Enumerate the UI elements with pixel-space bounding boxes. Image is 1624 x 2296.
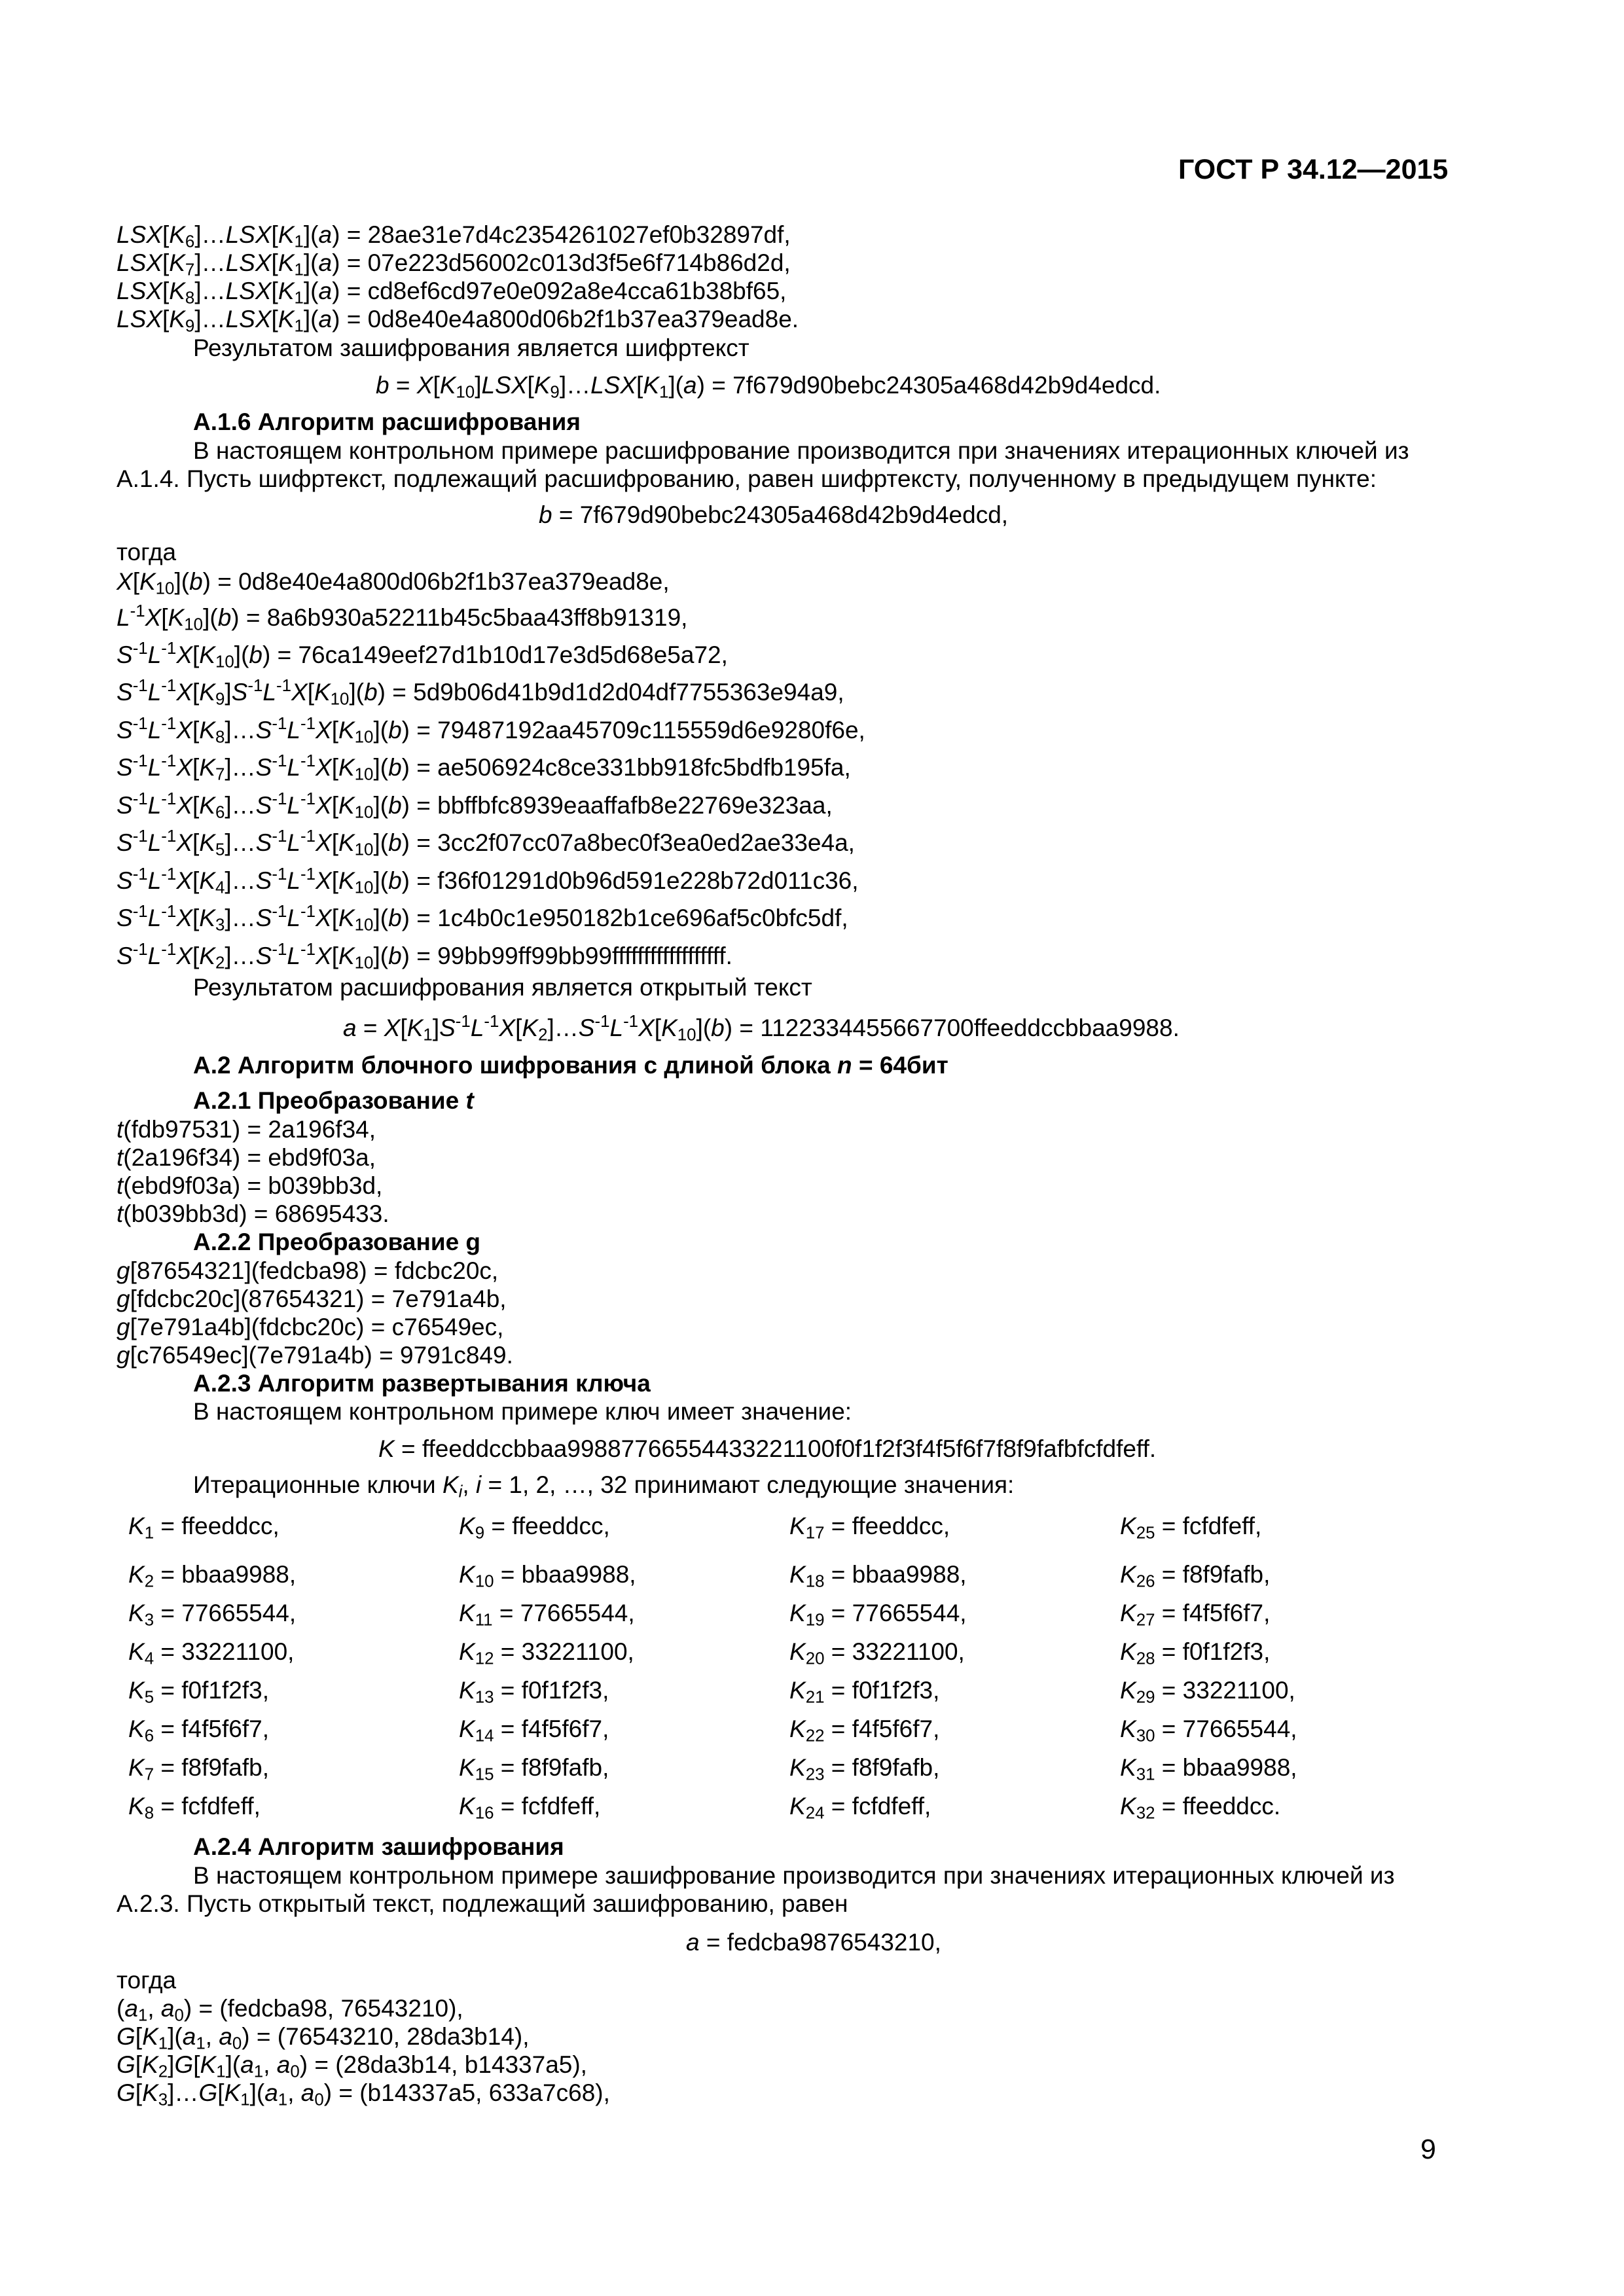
t-line-1: t(2a196f34) = ebd9f03a, xyxy=(117,1144,376,1171)
iteration-key: $K_{22} = f4f5f6f7$, xyxy=(789,1715,940,1746)
section-a21-heading: А.2.1 Преобразование t xyxy=(193,1087,474,1114)
enc64-line-1: $G[K_1](a_1$, $a_0) = (76543210$, 28da3b14), xyxy=(117,2023,530,2053)
iteration-key: $K_4 = 33221100$, xyxy=(128,1638,295,1668)
dec-line-0: $X[K_{10}](b) = 0d8e40e4a800d06b2f1b37ea379ead8e$, xyxy=(117,568,670,598)
iteration-key: $K_{16}$ = fcfdfeff, xyxy=(459,1793,601,1823)
section-a23-heading: А.2.3 Алгоритм развертывания ключа xyxy=(193,1370,651,1397)
iteration-key: $K_{13} = f0f1f2f3$, xyxy=(459,1677,609,1707)
dec-line-3: $S^{-1}L^{-1}X[K_9]S^{-1}L^{-1}X[K_{10}](b) = 5d9b06d41b9d1d2d04df7755363e94a9$, xyxy=(117,676,844,709)
iteration-key: $K_9$ = ffeeddcc, xyxy=(459,1513,610,1543)
dec-line-7: $S^{-1}L^{-1}X[K_5]\dots S^{-1}L^{-1}X[K_{10}](b) = 3cc2f07cc07a8bec0f3ea0ed2ae33e4a$, xyxy=(117,827,855,859)
t-line-3: t(b039bb3d) = 68695433. xyxy=(117,1200,389,1227)
enc64-line-3: $G[K_3]\dots G[K_1](a_1$, $a_0) = (b14337a5$, 633a7c68), xyxy=(117,2079,610,2109)
iteration-key: $K_{28} = f0f1f2f3$, xyxy=(1120,1638,1271,1668)
t-line-0: t(fdb97531) = 2a196f34, xyxy=(117,1116,376,1143)
a16-para1: В настоящем контрольном примере расшифрование производится при значениях итерационных ключей из xyxy=(193,437,1409,464)
iteration-key: $K_{10}$ = bbaa9988, xyxy=(459,1561,636,1591)
dec-line-1: $L^{-1}X[K_{10}](b) = 8a6b930a52211b45c5baa43ff8b91319$, xyxy=(117,601,688,634)
enc-result-formula: $b = X[K_{10}]LSX[K_9]\dots LSX[K_1](a)$ = 7f679d90bebc24305a468d42b9d4edcd. xyxy=(376,372,1161,402)
iteration-key: $K_{14} = f4f5f6f7$, xyxy=(459,1715,609,1746)
enc-line-9: $LSX[K_9]\dots LSX[K_1](a) = 0d8e40e4a800d06b2f1b37ea379ead8e$. xyxy=(117,306,799,336)
dec-line-8: $S^{-1}L^{-1}X[K_4]\dots S^{-1}L^{-1}X[K_{10}](b) = f36f01291d0b96d591e228b72d011c36$, xyxy=(117,865,859,897)
document-header: ГОСТ Р 34.12—2015 xyxy=(1178,154,1449,185)
enc64-then: тогда xyxy=(117,1967,177,1994)
iteration-key: $K_8$ = fcfdfeff, xyxy=(128,1793,261,1823)
iteration-key: $K_{11} = 77665544$, xyxy=(459,1600,635,1630)
section-a22-heading: А.2.2 Преобразование g xyxy=(193,1229,481,1255)
dec-line-2: $S^{-1}L^{-1}X[K_{10}](b) = 76ca149eef27d1b10d17e3d5d68e5a72$, xyxy=(117,639,728,672)
dec-result-formula: $a = X[K_1]S^{-1}L^{-1}X[K_2]\dots S^{-1}L^{-1}X[K_{10}](b)$ = 1122334455667700ffeeddccbbaa9988. xyxy=(343,1012,1180,1045)
enc64-para2: А.2.3. Пусть открытый текст, подлежащий зашифрованию, равен xyxy=(117,1890,848,1917)
g-line-3: g[c76549ec](7e791a4b) = 9791c849. xyxy=(117,1342,513,1369)
key-para: В настоящем контрольном примере ключ имеет значение: xyxy=(193,1398,852,1425)
iteration-key: $K_{26}$ = f8f9fafb, xyxy=(1120,1561,1271,1591)
section-a2-heading: А.2 Алгоритм блочного шифрования с длиной блока n = 64бит xyxy=(193,1052,948,1079)
iteration-key: $K_{17}$ = ffeeddcc, xyxy=(789,1513,950,1543)
dec-line-6: $S^{-1}L^{-1}X[K_6]\dots S^{-1}L^{-1}X[K_{10}](b)$ = bbffbfc8939eaaffafb8e22769e323aa, xyxy=(117,789,833,822)
iter-keys-intro: Итерационные ключи $K_i$, i = 1, 2, …, 32 принимают следующие значения: xyxy=(193,1471,1015,1501)
iteration-key: $K_{27} = f4f5f6f7$, xyxy=(1120,1600,1271,1630)
iteration-key: $K_{20} = 33221100$, xyxy=(789,1638,965,1668)
enc-line-8: $LSX[K_8]\dots LSX[K_1](a) = cd8ef6cd97e0e092a8e4cca61b38bf65$, xyxy=(117,278,787,308)
iteration-key: $K_{29} = 33221100$, xyxy=(1120,1677,1295,1707)
iteration-key: $K_{15}$ = f8f9fafb, xyxy=(459,1754,609,1784)
dec-result-text: Результатом расшифрования является открытый текст xyxy=(193,974,812,1001)
a16-b-formula: b = 7f679d90bebc24305a468d42b9d4edcd, xyxy=(539,501,1009,528)
iteration-key: $K_{21} = f0f1f2f3$, xyxy=(789,1677,940,1707)
iteration-key: $K_{24}$ = fcfdfeff, xyxy=(789,1793,931,1823)
iteration-key: $K_2$ = bbaa9988, xyxy=(128,1561,297,1591)
a16-para2: А.1.4. Пусть шифртекст, подлежащий расшифрованию, равен шифртексту, полученному в предыдущем пункте: xyxy=(117,465,1377,492)
enc-line-7: $LSX[K_7]\dots LSX[K_1](a) = 07e223d56002c013d3f5e6f714b86d2d$, xyxy=(117,249,791,279)
iteration-key: $K_3 = 77665544$, xyxy=(128,1600,297,1630)
dec-line-10: $S^{-1}L^{-1}X[K_2]\dots S^{-1}L^{-1}X[K_{10}](b)$ = 99bb99ff99bb99ffffffffffffffffff. xyxy=(117,940,732,973)
enc64-a-formula: a = fedcba9876543210, xyxy=(686,1929,941,1956)
iteration-key: $K_{25}$ = fcfdfeff, xyxy=(1120,1513,1262,1543)
page-number: 9 xyxy=(1420,2134,1436,2165)
dec-line-5: $S^{-1}L^{-1}X[K_7]\dots S^{-1}L^{-1}X[K_{10}](b)$ = ae506924c8ce331bb918fc5bdfb195fa, xyxy=(117,751,851,784)
key-formula: K = ffeeddccbbaa99887766554433221100f0f1f2f3f4f5f6f7f8f9fafbfcfdfeff. xyxy=(378,1435,1157,1462)
iteration-key: $K_7$ = f8f9fafb, xyxy=(128,1754,269,1784)
dec-line-4: $S^{-1}L^{-1}X[K_8]\dots S^{-1}L^{-1}X[K_{10}](b) = 79487192aa45709c115559d6e9280f6e$, xyxy=(117,714,865,747)
iteration-key: $K_{31}$ = bbaa9988, xyxy=(1120,1754,1297,1784)
dec-line-9: $S^{-1}L^{-1}X[K_3]\dots S^{-1}L^{-1}X[K_{10}](b) = 1c4b0c1e950182b1ce696af5c0bfc5df$, xyxy=(117,902,848,935)
iteration-key: $K_1$ = ffeeddcc, xyxy=(128,1513,280,1543)
iteration-key: $K_6 = f4f5f6f7$, xyxy=(128,1715,269,1746)
enc-line-6: $LSX[K_6]\dots LSX[K_1](a) = 28ae31e7d4c2354261027ef0b32897df$, xyxy=(117,221,791,251)
iteration-key: $K_{18}$ = bbaa9988, xyxy=(789,1561,967,1591)
section-a16-heading: A.1.6 Алгоритм расшифрования xyxy=(193,408,581,435)
section-a24-heading: А.2.4 Алгоритм зашифрования xyxy=(193,1833,564,1860)
enc64-para1: В настоящем контрольном примере зашифрование производится при значениях итерационных ключей из xyxy=(193,1862,1395,1889)
enc64-line-2: $G[K_2]G[K_1](a_1$, $a_0) = (28da3b14$, b14337a5), xyxy=(117,2051,587,2081)
g-line-0: g[87654321](fedcba98) = fdcbc20c, xyxy=(117,1257,499,1284)
g-line-1: g[fdcbc20c](87654321) = 7e791a4b, xyxy=(117,1285,507,1312)
iteration-key: $K_{23}$ = f8f9fafb, xyxy=(789,1754,940,1784)
iteration-key: $K_{12} = 33221100$, xyxy=(459,1638,634,1668)
a16-then: тогда xyxy=(117,539,177,565)
enc-result-text: Результатом зашифрования является шифртекст xyxy=(193,334,749,361)
iteration-key: $K_{19} = 77665544$, xyxy=(789,1600,967,1630)
iteration-key: $K_{30} = 77665544$, xyxy=(1120,1715,1297,1746)
enc64-line-0: ($a_1$, $a_0$) = (fedcba98, 76543210), xyxy=(117,1995,463,2025)
iteration-key: $K_5 = f0f1f2f3$, xyxy=(128,1677,269,1707)
iteration-key: $K_{32}$ = ffeeddcc. xyxy=(1120,1793,1281,1823)
t-line-2: t(ebd9f03a) = b039bb3d, xyxy=(117,1172,383,1199)
g-line-2: g[7e791a4b](fdcbc20c) = c76549ec, xyxy=(117,1314,504,1340)
